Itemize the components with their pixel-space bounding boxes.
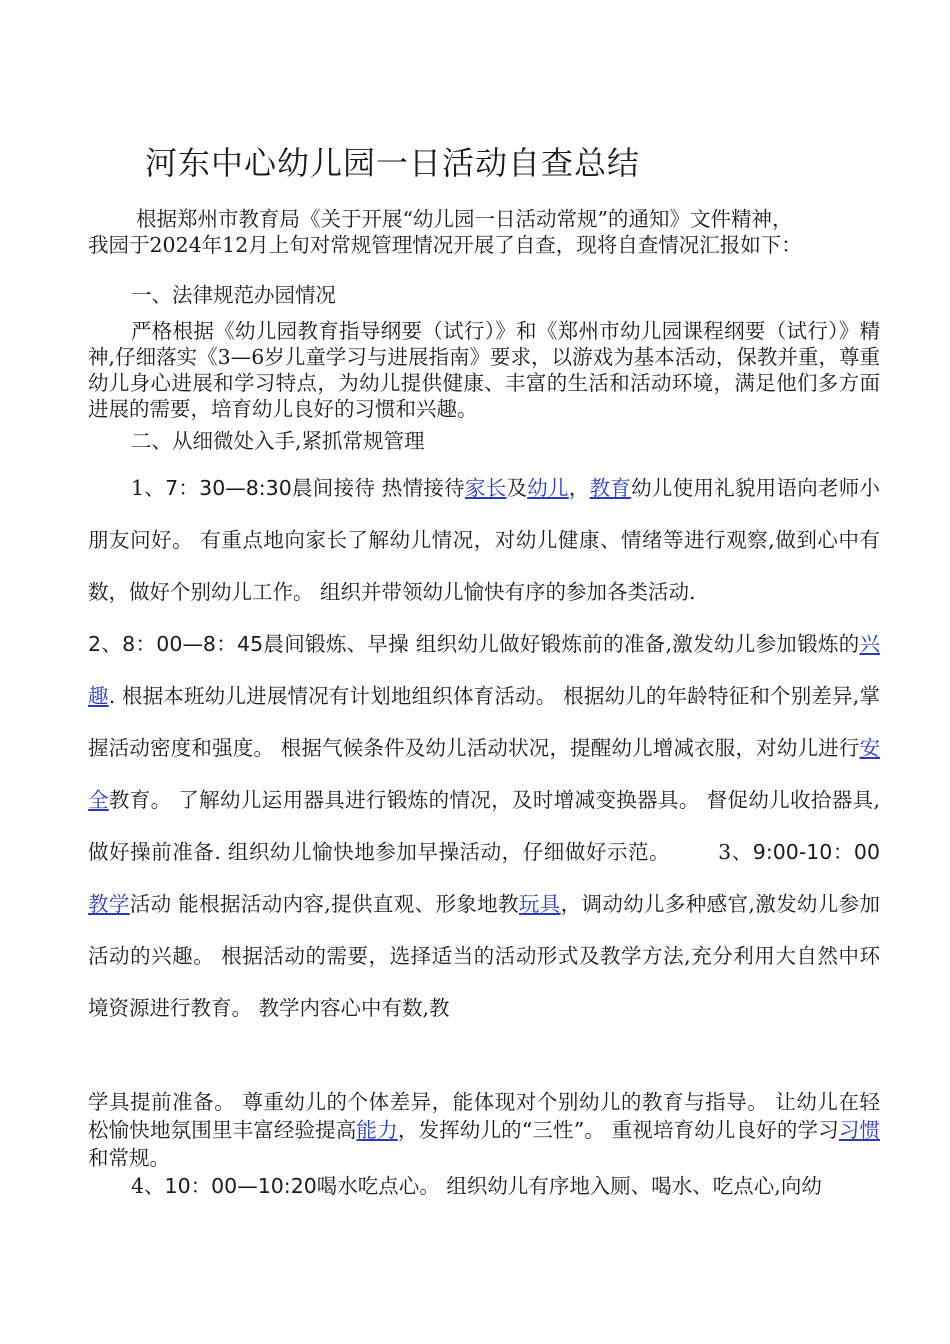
link-interest[interactable]: 兴趣 [88, 632, 881, 708]
item-2-text: 教育。 了解幼儿运用器具进行锻炼的情况，及时增减变换器具。 督促幼儿收拾器具,做好操前准备. 组织幼儿愉快地参加早操活动，仔细做好示范。 [88, 788, 881, 864]
link-safety[interactable]: 安全 [88, 736, 880, 812]
item-3-text: ，发挥幼儿的“三性”。 重视培育幼儿良好的学习 [397, 1118, 839, 1142]
item-1-time: 7：30—8:30 [165, 476, 292, 500]
item-1-text: ， [568, 476, 590, 500]
intro-line-1: 根据郑州市教育局《关于开展“幼儿园一日活动常规”的通知》文件精神， [136, 207, 793, 231]
item-2 [88, 618, 880, 1034]
item-3-continued [88, 1088, 880, 1172]
item-3-time: 9:00-10：00 [752, 840, 880, 864]
link-toys[interactable]: 玩具 [518, 892, 561, 916]
item-2-time: 8：00—8：45 [122, 632, 264, 656]
item-1-text: 及 [506, 476, 528, 500]
item-3-text: ，调动幼儿多种感官,激发幼儿参加活动的兴趣。 根据活动的需要，选择适当的活动形式及教学方法,充分利用大自然中环境资源进行教育。 教学内容心中有数,教 [88, 892, 881, 1020]
item-4-number: 4、 [131, 1174, 165, 1198]
section-2-items [88, 462, 880, 1034]
item-1-text: 幼儿使用礼貌用语向老师小朋友问好。 有重点地向家长了解幼儿情况，对幼儿健康、情绪等进行观察,做到心中有数，做好个别幼儿工作。 组织并带领幼儿愉快有序的参加各类活动. [88, 476, 880, 604]
item-1-text: 晨间接待 热情接待 [291, 476, 465, 500]
item-4-text: 喝水吃点心。 组织幼儿有序地入厕、喝水、吃点心,向幼 [316, 1174, 822, 1198]
item-4-time: 10：00—10:20 [164, 1174, 317, 1198]
item-3-text: 活动 能根据活动内容,提供直观、形象地教 [129, 892, 519, 916]
intro-paragraph [88, 206, 880, 258]
section-2-heading: 二、从细微处入手,紧抓常规管理 [131, 429, 425, 453]
item-4 [88, 1173, 880, 1199]
link-ability[interactable]: 能力 [356, 1118, 398, 1142]
item-2-number: 2、 [88, 632, 123, 656]
link-education[interactable]: 教育 [589, 476, 632, 500]
item-3-number: 3、 [718, 840, 753, 864]
link-teaching[interactable]: 教学 [88, 892, 130, 916]
section-1-heading: 一、法律规范办园情况 [131, 283, 336, 307]
item-1-number: 1、 [131, 476, 166, 500]
item-3-text: 和常规。 [88, 1146, 170, 1170]
item-2-text: . 根据本班幼儿进展情况有计划地组织体育活动。 根据幼儿的年龄特征和个别差异,掌握活动密度和强度。 根据气候条件及幼儿活动状况，提醒幼儿增减衣服，对幼儿进行 [88, 684, 880, 760]
intro-line-2: 我园于2024年12月上旬对常规管理情况开展了自查，现将自查情况汇报如下： [88, 233, 802, 257]
link-parents[interactable]: 家长 [464, 476, 507, 500]
item-3-text: 学具提前准备。 尊重幼儿的个体差异，能体现对个别幼儿的教育与指导。 让幼儿在轻松愉快地氛围里丰富经验提高 [88, 1090, 880, 1142]
item-1 [88, 462, 880, 618]
document-title: 河东中心幼儿园一日活动自查总结 [145, 144, 641, 182]
section-1-body: 严格根据《幼儿园教育指导纲要（试行）》和《郑州市幼儿园课程纲要（试行）》精神,仔细落实《3—6岁儿童学习与进展指南》要求，以游戏为基本活动，保教并重，尊重幼儿身心进展和学习特点，为幼儿提供健康、丰富的生活和活动环境，满足他们多方面进展的需要，培育幼儿良好的习惯和兴趣。 [88, 319, 880, 421]
item-2-text: 晨间锻炼、早操 组织幼儿做好锻炼前的准备,激发幼儿参加锻炼的 [263, 632, 860, 656]
link-children[interactable]: 幼儿 [527, 476, 569, 500]
link-habits[interactable]: 习惯 [838, 1118, 881, 1142]
